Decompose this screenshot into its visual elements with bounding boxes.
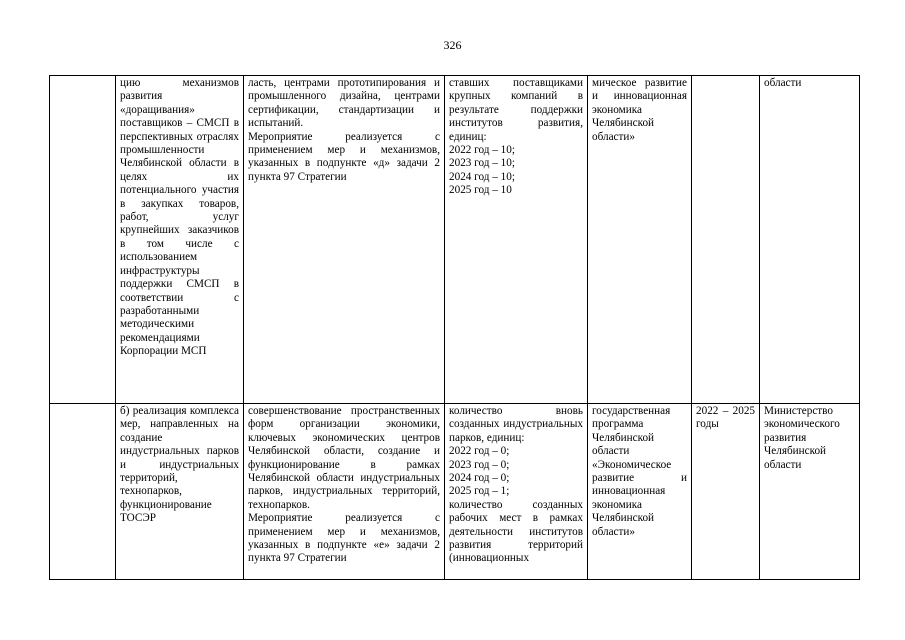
indicator-line: 2025 год – 1;: [449, 485, 510, 498]
content-paragraph: совершенствование пространственных форм организации экономики, ключевых экономических центров Челябинской области, создание и функционирование в рамках Челябинской области индустриальных парков, индустриальных территорий, технопарков.: [248, 405, 440, 511]
table-row: [50, 76, 860, 404]
page-number: 326: [443, 38, 462, 52]
executor-cell: Министерство экономического развития Челябинской области: [760, 404, 860, 580]
period-cell: 2022 – 2025 годы: [692, 404, 760, 580]
task-cell: цию механизмов развития «доращивания» поставщиков – СМСП в перспективных отраслях промышленности Челябинской области в целях их потенциального участия в закупках товаров, работ, услуг крупнейших заказчиков в том числе с использованием инфраструктуры поддержки СМСП в соответствии с разработанными методическими рекомендациями Корпорации МСП: [116, 76, 244, 404]
number-cell: [50, 404, 116, 580]
content-paragraph: Мероприятие реализуется с применением мер и механизмов, указанных в подпункте «е» задачи 2 пункта 97 Стратегии: [248, 512, 440, 565]
indicator-cell: [445, 404, 588, 580]
content-cell: [244, 76, 445, 404]
indicator-line: ставших поставщиками крупных компаний в результате поддержки институтов развития, единиц:: [449, 77, 583, 143]
program-table: [49, 75, 860, 580]
content-paragraph: Мероприятие реализуется с применением мер и механизмов, указанных в подпункте «д» задачи 2 пункта 97 Стратегии: [248, 130, 440, 183]
indicator-line: 2023 год – 0;: [449, 458, 510, 471]
content-cell: [244, 404, 445, 580]
indicator-cell: [445, 76, 588, 404]
indicator-line: 2022 год – 0;: [449, 445, 510, 458]
content-paragraph: ласть, центрами прототипирования и промышленного дизайна, центрами сертификации, стандартизации и испытаний.: [248, 77, 440, 130]
indicator-line: 2022 год – 10;: [449, 144, 515, 157]
indicator-line: 2025 год – 10: [449, 184, 512, 197]
number-cell: [50, 76, 116, 404]
program-cell: мическое развитие и инновационная экономика Челябинской области»: [588, 76, 692, 404]
executor-cell: области: [760, 76, 860, 404]
indicator-line: 2023 год – 10;: [449, 157, 515, 170]
task-cell: б) реализация комплекса мер, направленных на создание индустриальных парков и индустриальных территорий, технопарков, функционирование ТОСЭР: [116, 404, 244, 580]
indicator-line: количество созданных рабочих мест в рамках деятельности институтов развития территорий (инновационных: [449, 498, 583, 565]
indicator-line: количество вновь созданных индустриальных парков, единиц:: [449, 405, 583, 444]
indicator-line: 2024 год – 10;: [449, 170, 515, 183]
program-cell: государственная программа Челябинской области «Экономическое развитие и инновационная экономика Челябинской области»: [588, 404, 692, 580]
period-cell: [692, 76, 760, 404]
table-row: [50, 404, 860, 580]
indicator-line: 2024 год – 0;: [449, 472, 510, 485]
